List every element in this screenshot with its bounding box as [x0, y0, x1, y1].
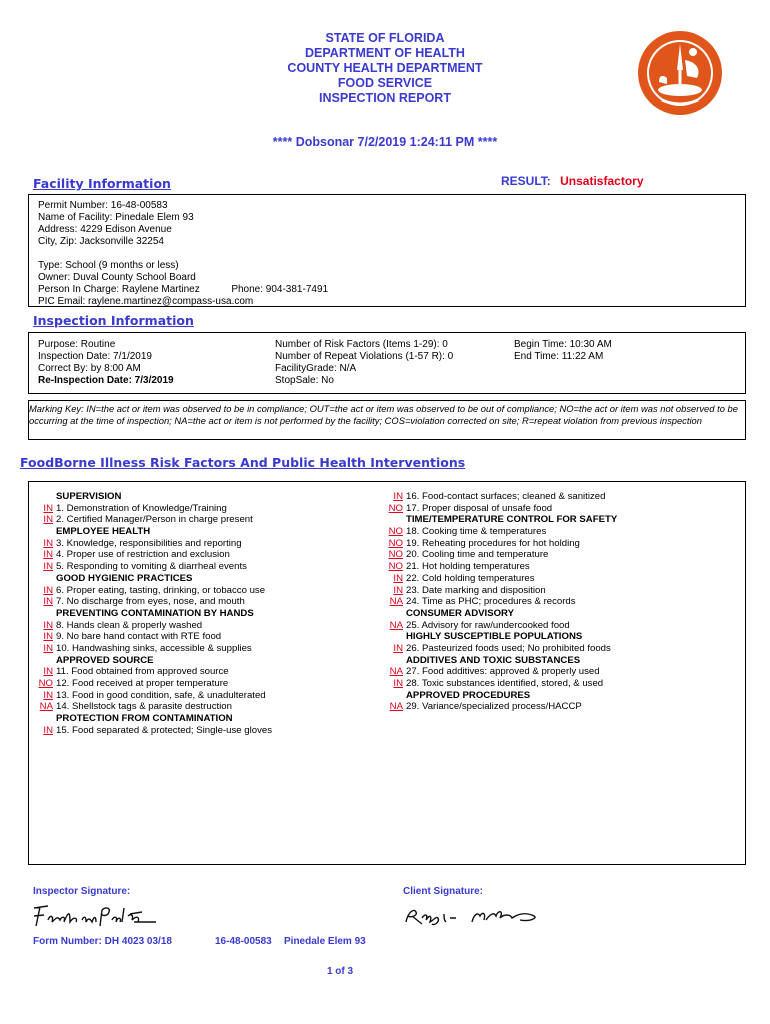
risk-category-heading: TIME/TEMPERATURE CONTROL FOR SAFETY	[406, 514, 618, 526]
risk-factors-box	[28, 481, 746, 865]
risk-item	[383, 701, 617, 713]
risk-category-heading: PREVENTING CONTAMINATION BY HANDS	[56, 607, 254, 619]
reinspection-date: Re-Inspection Date: 7/3/2019	[38, 375, 174, 386]
compliance-code: IN	[393, 491, 403, 502]
risk-category-heading: SUPERVISION	[56, 491, 122, 502]
risk-item	[33, 666, 272, 678]
stop-sale: StopSale: No	[275, 375, 334, 386]
risk-item	[383, 643, 617, 655]
risk-category-heading: CONSUMER ADVISORY	[406, 607, 515, 619]
form-number: Form Number: DH 4023 03/18	[33, 936, 172, 947]
result	[501, 174, 644, 188]
facility-reference: Pinedale Elem 93	[284, 936, 366, 947]
compliance-code: NA	[389, 596, 403, 608]
risk-category-heading: HIGHLY SUSCEPTIBLE POPULATIONS	[406, 631, 583, 643]
compliance-code: NO	[388, 526, 403, 538]
inspection-date: Inspection Date: 7/1/2019	[38, 351, 152, 362]
compliance-code: NO	[388, 537, 403, 549]
inspection-col-3	[514, 339, 612, 363]
purpose: Purpose: Routine	[38, 339, 116, 350]
facility-address: Address: 4229 Edison Avenue	[38, 224, 172, 235]
inspector-signature	[30, 902, 160, 935]
risk-item	[33, 643, 272, 655]
compliance-code: NA	[389, 666, 403, 678]
risk-item-text: 22. Cold holding temperatures	[406, 572, 535, 584]
facility-type: Type: School (9 months or less)	[38, 260, 179, 271]
risk-item	[33, 596, 272, 608]
risk-item	[33, 514, 272, 526]
risk-item-text: 5. Responding to vomiting & diarrheal events	[56, 561, 247, 573]
risk-item	[383, 549, 617, 561]
risk-item	[383, 538, 617, 550]
risk-item	[33, 701, 272, 713]
begin-time: Begin Time: 10:30 AM	[514, 339, 612, 350]
repeat-violations: Number of Repeat Violations (1-57 R): 0	[275, 351, 454, 362]
compliance-code: IN	[43, 666, 53, 678]
risk-section-title: FoodBorne Illness Risk Factors And Public Health Interventions	[20, 455, 466, 470]
page-number: 1 of 3	[326, 966, 354, 977]
risk-item	[383, 503, 617, 515]
compliance-code: IN	[43, 584, 53, 596]
risk-item	[383, 573, 617, 585]
risk-item	[33, 503, 272, 515]
permit-number: Permit Number: 16-48-00583	[38, 200, 168, 211]
risk-factors: Number of Risk Factors (Items 1-29): 0	[275, 339, 448, 350]
risk-item	[33, 585, 272, 597]
risk-item-text: 29. Variance/specialized process/HACCP	[406, 701, 582, 713]
risk-item	[383, 620, 617, 632]
compliance-code: NA	[39, 701, 53, 713]
risk-category-heading: EMPLOYEE HEALTH	[56, 526, 151, 538]
result-label: RESULT:	[501, 174, 551, 188]
risk-item	[383, 526, 617, 538]
risk-item	[33, 690, 272, 702]
compliance-code: IN	[43, 724, 53, 736]
compliance-code: NO	[388, 502, 403, 514]
end-time: End Time: 11:22 AM	[514, 351, 604, 362]
risk-category-heading: APPROVED SOURCE	[56, 654, 154, 666]
facility-city: City, Zip: Jacksonville 32254	[38, 236, 164, 247]
risk-item-text: 26. Pasteurized foods used; No prohibited foods	[406, 642, 611, 654]
compliance-code: IN	[43, 596, 53, 608]
compliance-code: IN	[43, 619, 53, 631]
risk-item	[383, 561, 617, 573]
risk-item-text: 6. Proper eating, tasting, drinking, or tobacco use	[56, 584, 266, 596]
facility-grade: FacilityGrade: N/A	[275, 363, 357, 374]
inspector-signature-label: Inspector Signature:	[33, 886, 131, 897]
header-line: INSPECTION REPORT	[319, 91, 451, 105]
person-in-charge	[38, 284, 745, 296]
risk-item-text: 13. Food in good condition, safe, & unadulterated	[56, 689, 266, 701]
risk-item-text: 4. Proper use of restriction and exclusion	[56, 549, 230, 561]
risk-item	[383, 678, 617, 690]
facility-owner: Owner: Duval County School Board	[38, 272, 196, 283]
risk-item	[383, 596, 617, 608]
risk-item-text: 14. Shellstock tags & parasite destruction	[56, 701, 232, 713]
header-line: FOOD SERVICE	[337, 76, 433, 90]
result-value: Unsatisfactory	[560, 174, 644, 188]
risk-item-text: 21. Hot holding temperatures	[406, 561, 530, 573]
permit-reference: 16-48-00583	[215, 936, 272, 947]
compliance-code: NO	[388, 561, 403, 573]
risk-item-text: 7. No discharge from eyes, nose, and mouth	[56, 596, 245, 608]
risk-item-text: 19. Reheating procedures for hot holding	[406, 537, 580, 549]
client-signature	[400, 902, 550, 933]
compliance-code: NA	[389, 701, 403, 713]
risk-item	[33, 620, 272, 632]
inspection-col-2	[275, 339, 453, 387]
compliance-code: IN	[43, 537, 53, 549]
risk-item-text: 12. Food received at proper temperature	[56, 678, 229, 689]
compliance-code: NO	[388, 549, 403, 561]
pic-email: PIC Email: raylene.martinez@compass-usa.com	[38, 296, 254, 307]
risk-item-text: 27. Food additives: approved & properly used	[406, 666, 600, 678]
header-line: COUNTY HEALTH DEPARTMENT	[287, 61, 483, 75]
risk-category-heading: ADDITIVES AND TOXIC SUBSTANCES	[406, 654, 581, 666]
risk-item-text: 2. Certified Manager/Person in charge present	[56, 514, 253, 526]
risk-item	[33, 725, 272, 737]
risk-item-text: 8. Hands clean & properly washed	[56, 619, 203, 631]
florida-seal-icon	[637, 30, 723, 116]
inspection-col-1	[38, 339, 174, 387]
compliance-code: IN	[43, 631, 53, 643]
risk-item-text: 9. No bare hand contact with RTE food	[56, 631, 222, 643]
compliance-code: IN	[43, 502, 53, 514]
correct-by: Correct By: by 8:00 AM	[38, 363, 141, 374]
risk-category-heading: GOOD HYGIENIC PRACTICES	[56, 572, 193, 584]
risk-item-text: 10. Handwashing sinks, accessible & supplies	[56, 642, 252, 654]
compliance-code: IN	[43, 514, 53, 526]
risk-item-text: 25. Advisory for raw/undercooked food	[406, 619, 570, 631]
risk-item	[383, 585, 617, 597]
risk-category-heading: APPROVED PROCEDURES	[406, 689, 531, 701]
pic-name: Person In Charge: Raylene Martinez	[38, 284, 200, 295]
risk-item-text: 23. Date marking and disposition	[406, 584, 546, 596]
risk-item	[33, 631, 272, 643]
compliance-code: IN	[43, 561, 53, 573]
risk-item-text: 17. Proper disposal of unsafe food	[406, 502, 553, 514]
pic-phone: Phone: 904-381-7491	[231, 284, 329, 295]
header-line: STATE OF FLORIDA	[325, 31, 445, 45]
risk-item	[33, 538, 272, 550]
facility-info-box	[28, 194, 746, 307]
compliance-code: IN	[43, 689, 53, 701]
risk-item-text: 15. Food separated & protected; Single-use gloves	[56, 724, 272, 736]
compliance-code: IN	[393, 584, 403, 596]
risk-category-heading: PROTECTION FROM CONTAMINATION	[56, 713, 233, 725]
compliance-code: NO	[38, 678, 53, 689]
risk-item-text: 28. Toxic substances identified, stored, & used	[406, 678, 604, 689]
compliance-code: IN	[393, 572, 403, 584]
dobsonar-stamp: **** Dobsonar 7/2/2019 1:24:11 PM ****	[272, 135, 498, 149]
marking-key: Marking Key: IN=the act or item was observed to be in compliance; OUT=the act or item was observed to be out of compliance; NO=the act or item was not observed to be occurring at the time of inspection; NA=the act or item is not performed by the facility; COS=violation corrected on site; R=repeat violation from previous inspection	[28, 400, 746, 440]
client-signature-label: Client Signature:	[403, 886, 484, 897]
compliance-code: IN	[393, 678, 403, 689]
risk-item	[33, 561, 272, 573]
risk-item	[383, 666, 617, 678]
inspection-info-box	[28, 332, 746, 394]
facility-section-title: Facility Information	[33, 176, 171, 191]
compliance-code: NA	[389, 619, 403, 631]
risk-item-text: 3. Knowledge, responsibilities and reporting	[56, 537, 242, 549]
compliance-code: IN	[393, 642, 403, 654]
inspection-section-title: Inspection Information	[33, 313, 194, 328]
risk-item-text: 1. Demonstration of Knowledge/Training	[56, 502, 227, 514]
compliance-code: IN	[43, 642, 53, 654]
facility-name: Name of Facility: Pinedale Elem 93	[38, 212, 194, 223]
risk-item	[33, 549, 272, 561]
risk-item-text: 11. Food obtained from approved source	[56, 666, 229, 678]
risk-right-column	[383, 491, 617, 713]
compliance-code: IN	[43, 549, 53, 561]
risk-left-column	[33, 491, 272, 736]
risk-item-text: 16. Food-contact surfaces; cleaned & sanitized	[406, 491, 606, 502]
risk-item	[383, 491, 617, 503]
risk-item-text: 18. Cooking time & temperatures	[406, 526, 547, 538]
risk-item-text: 24. Time as PHC; procedures & records	[406, 596, 576, 608]
header-line: DEPARTMENT OF HEALTH	[305, 46, 465, 60]
risk-item-text: 20. Cooling time and temperature	[406, 549, 549, 561]
risk-item	[33, 678, 272, 690]
